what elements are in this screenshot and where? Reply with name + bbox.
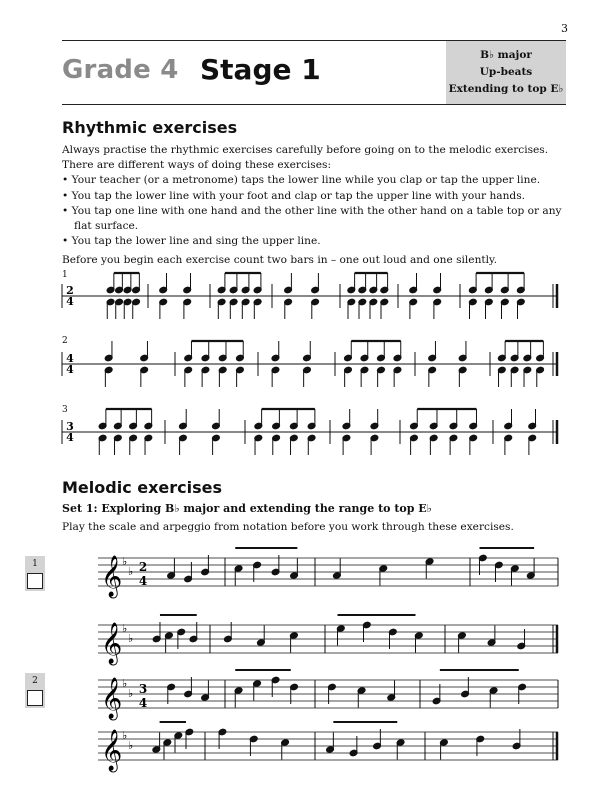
- melodic-set-title: Set 1: Exploring B♭ major and extending the range to top E♭: [62, 502, 432, 515]
- melody-time-signature-top: 3: [138, 682, 148, 696]
- rhythm-time-signature-bottom: 4: [66, 363, 74, 376]
- treble-clef: 𝄞: [101, 678, 123, 719]
- page-number: 3: [561, 22, 568, 35]
- melody-time-signature-bottom: 4: [138, 696, 148, 710]
- melodic-exercise-number: 2: [32, 676, 38, 686]
- treble-clef: 𝄞: [101, 556, 123, 597]
- rhythmic-bullet: • You tap the lower line with your foot and clap or tap the upper line with your hands.: [62, 189, 526, 202]
- topic-range: Extending to top E♭: [448, 83, 564, 95]
- rhythm-exercise-number: 2: [62, 336, 68, 346]
- rhythmic-bullet: • You tap the lower line and sing the upper line.: [62, 235, 321, 248]
- rhythm-time-signature-bottom: 4: [66, 431, 74, 444]
- topic-key: B♭ major: [480, 49, 532, 61]
- key-flat: ♭: [128, 739, 134, 752]
- topic-upbeats: Up-beats: [479, 66, 533, 78]
- key-flat: ♭: [122, 622, 128, 635]
- treble-clef: 𝄞: [101, 623, 123, 664]
- stage-title: Stage 1: [200, 53, 321, 86]
- melodic-exercise-number: 1: [32, 559, 38, 569]
- key-flat: ♭: [122, 555, 128, 568]
- key-flat: ♭: [122, 677, 128, 690]
- key-flat: ♭: [128, 565, 134, 578]
- rhythm-exercise-number: 3: [62, 405, 68, 415]
- key-flat: ♭: [122, 729, 128, 742]
- melody-time-signature-bottom: 4: [138, 574, 148, 588]
- rhythm-time-signature-top: 3: [66, 420, 74, 433]
- rhythm-time-signature-bottom: 4: [66, 295, 74, 308]
- rhythmic-bullet: • You tap one line with one hand and the other line with the other hand on a table top or any flat surface.: [62, 204, 562, 233]
- key-flat: ♭: [128, 632, 134, 645]
- rhythmic-intro: Always practise the rhythmic exercises carefully before going on to the melodic exercises. There are different ways of doing these exercises:: [62, 144, 549, 172]
- rhythmic-section-title: Rhythmic exercises: [62, 118, 238, 137]
- rhythm-time-signature-top: 2: [66, 284, 74, 297]
- melodic-instruction: Play the scale and arpeggio from notation before you work through these exercises.: [62, 521, 514, 533]
- rhythm-exercise-number: 1: [62, 270, 68, 280]
- melodic-section-title: Melodic exercises: [62, 478, 223, 497]
- rhythmic-outro: Before you begin each exercise count two bars in – one out loud and one silently.: [62, 254, 497, 267]
- treble-clef: 𝄞: [101, 730, 123, 771]
- melody-time-signature-top: 2: [138, 560, 148, 574]
- key-flat: ♭: [128, 687, 134, 700]
- rhythmic-bullet: • Your teacher (or a metronome) taps the lower line while you clap or tap the upper line.: [62, 174, 541, 187]
- rhythm-time-signature-top: 4: [66, 352, 74, 365]
- grade-title: Grade 4: [62, 55, 179, 85]
